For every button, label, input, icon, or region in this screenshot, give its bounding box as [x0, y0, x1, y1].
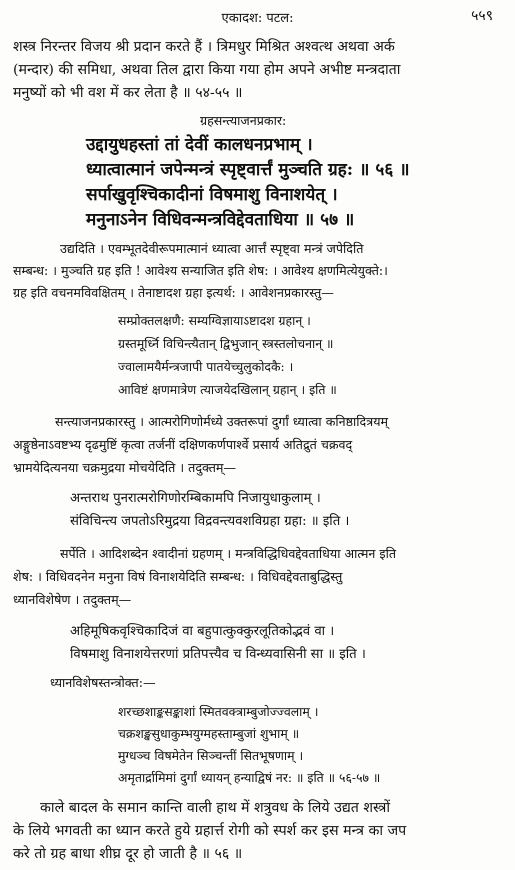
commentary-line: सन्त्याजनप्रकारस्तु । आत्मरोगिणोर्मध्ये उक्तरूपां दुर्गां ध्यात्वा कनिष्ठादित्रयम् — [55, 414, 389, 429]
quote-line: शरच्छशाङ्कसङ्काशां स्मितवक्त्राम्बुजोज्ज्वलाम् । — [118, 704, 319, 719]
hindi-line: करे तो ग्रह बाधा शीघ्र दूर हो जाती है ॥ ५६ ॥ — [13, 846, 243, 862]
commentary-line: ग्रह इति वचनमविवक्षितम् । तेनाष्टादश ग्रहा इत्यर्थ: । आवेशनप्रकारस्तु— — [13, 285, 334, 300]
commentary-line: अङ्गुष्ठेनाऽवष्टभ्य दृढमुष्टिं कृत्वा तर्जनीं दक्षिणकर्णपार्श्वे प्रसार्य अतिद्रुतं चक्रवद् — [13, 437, 353, 452]
hindi-line: शस्त्र निरन्तर विजय श्री प्रदान करते हैं । त्रिमधुर मिश्रित अश्वत्थ अथवा अर्क — [13, 39, 395, 55]
hindi-line: मनुष्यों को भी वश में कर लेता है ॥ ५४-५५ ॥ — [13, 85, 243, 101]
quote-line: चक्रशङ्खसुधाकुम्भयुग्महस्ताम्बुजां शुभाम् ॥ — [118, 726, 300, 741]
commentary-line: शेष: । विधिवदनेन मनुना विषं विनाशयेदिति सम्बन्ध: । विधिवद्देवताबुद्धिस्तु — [13, 569, 343, 584]
verse-line: ध्यात्वात्मानं जपेन्मन्त्रं स्पृष्ट्वार्त्तं मुञ्चति ग्रह: ॥ ५६ ॥ — [86, 160, 410, 180]
quote-line: अन्तराथ पुनरात्मरोगिणोरम्बिकामपि निजायुधाकुलाम् । — [70, 491, 321, 506]
commentary-line: ध्यानविशेषस्तन्त्रोक्त:— — [50, 675, 156, 690]
quote-line: ज्वालामयैर्मन्त्रजापी पातयेच्चुलुकोदकै: । — [118, 359, 294, 374]
commentary-line: सर्पेति । आदिशब्देन श्वादीनां ग्रहणम् । मन्त्रविद्धिधिवद्देवताधिया आत्मन इति — [60, 546, 397, 561]
quote-line: सम्प्रोक्तलक्षणै: सम्यग्विज्ञायाऽष्टादश ग्रहान् । — [118, 313, 311, 328]
quote-line: विषमाशु विनाशयेत्तरणां प्रतिपत्त्यैव च विन्ध्यवासिनी सा ॥ इति । — [70, 647, 366, 662]
chapter-title: एकादश: पटल: — [221, 11, 294, 26]
quote-line: अमृतार्द्रामिमां दुर्गां ध्यायन् हन्याद्विषं नर: ॥ इति ॥ ५६-५७ ॥ — [118, 770, 381, 785]
page-number: ५५९ — [471, 8, 493, 24]
verse-line: उद्दायुधहस्तां तां देवीं कालधनप्रभाम् । — [86, 135, 313, 155]
quote-line: ग्रस्तमूर्ध्नि विचिन्त्यैतान् द्विभुजान् स्त्रस्तलोचनान् ॥ — [118, 336, 334, 351]
verse-line: सर्पाखुवृश्चिकादीनां विषमाशु विनाशयेत् । — [86, 185, 338, 205]
quote-line: मुग्धञ्च विषमेतेन सिञ्चन्तीं सितभूषणाम् । — [118, 748, 304, 763]
hindi-line: के लिये भगवती का ध्यान करते हुये ग्रहार्त्त रोगी को स्पर्श कर इस मन्त्र का जप — [13, 823, 407, 839]
commentary-line: ध्यानविशेषेण । तदुक्तम्— — [13, 592, 132, 607]
verse-line: मनुनाऽनेन विधिवन्मन्त्रविद्देवताधिया ॥ ५७ ॥ — [86, 210, 355, 230]
page-header — [0, 6, 515, 28]
commentary-line: उद्यदिति । एवम्भूतदेवीरूपमात्मानं ध्यात्वा आर्त्तं स्पृष्ट्वा मन्त्रं जपेदिति — [60, 241, 364, 256]
hindi-line: काले बादल के समान कान्ति वाली हाथ में शत्रुवध के लिये उद्यत शस्त्रों — [40, 800, 391, 816]
commentary-line: भ्रामयेदित्यनया चक्रमुद्रया मोचयेदिति । तदुक्तम्— — [13, 460, 237, 475]
quote-line: अहिमूषिकवृश्चिकादिजं वा बहुपात्कुक्कुरलूतिकोद्भवं वा । — [70, 624, 335, 639]
quote-line: संविचिन्त्य जपतोऽरिमुद्रया विद्रवन्त्यवशविग्रहा ग्रहा: ॥ इति । — [70, 514, 350, 529]
quote-line: आविष्टं क्षणमात्रेण त्याजयेदखिलान् ग्रहान् । इति ॥ — [118, 382, 337, 397]
section-heading: ग्रहसन्त्याजनप्रकार: — [200, 113, 287, 128]
commentary-line: सम्बन्ध: । मुञ्चति ग्रह इति ! आवेश्य सन्याजित इति शेष: । आवेश्य क्षणमित्येयुक्ते:। — [13, 263, 388, 278]
hindi-line: (मन्दार) की समिधा, अथवा तिल द्वारा किया गया होम अपने अभीष्ट मन्त्रदाता — [13, 62, 401, 78]
